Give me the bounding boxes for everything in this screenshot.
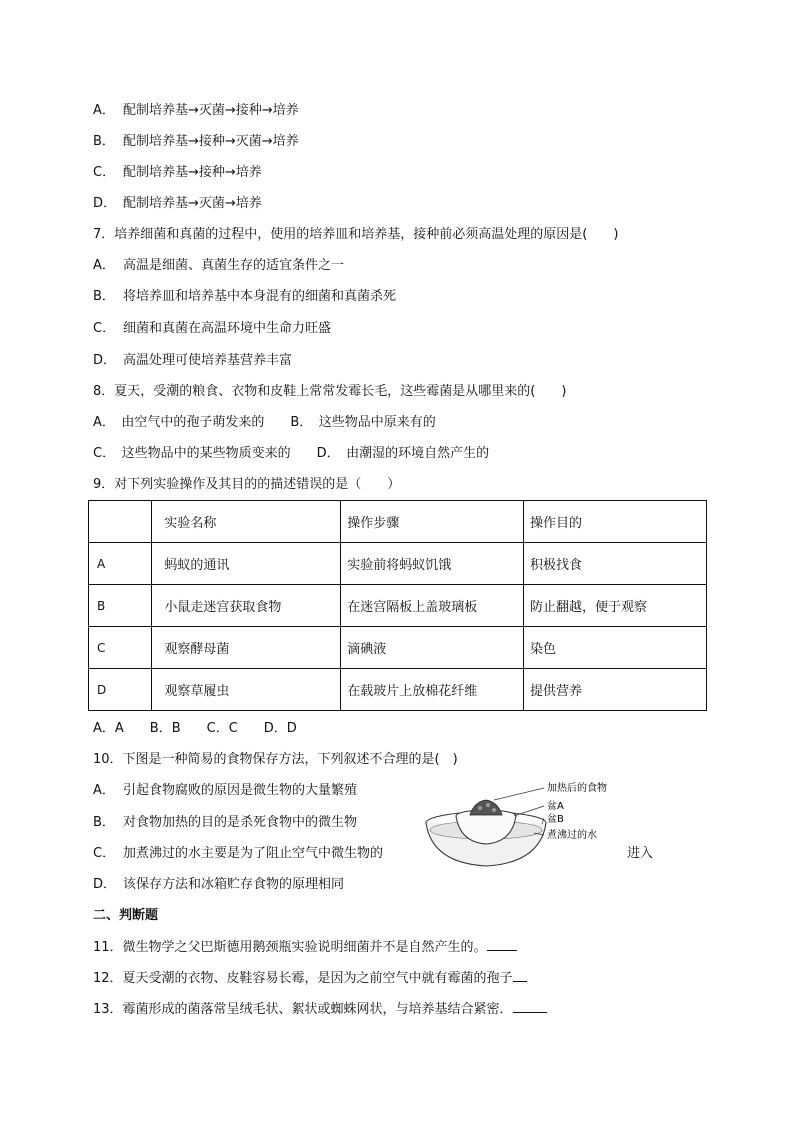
option-label: A．	[93, 258, 115, 273]
table-row	[89, 543, 707, 585]
option-text: 配制培养基→接种→培养	[123, 165, 262, 180]
label-heated-food: 加热后的食物	[547, 783, 607, 794]
option-label: B．	[93, 134, 115, 149]
table-header-cell	[89, 501, 152, 543]
q9-table	[88, 500, 707, 711]
option-text: 引起食物腐败的原因是微生物的大量繁殖	[123, 783, 358, 798]
option-text: 配制培养基→灭菌→接种→培养	[123, 103, 299, 118]
option-label: C．	[93, 846, 116, 861]
table-cell: D	[89, 669, 152, 711]
statement-text: 13．霉菌形成的菌落常呈绒毛状、絮状或蜘蛛网状，与培养基结合紧密．	[93, 1002, 513, 1017]
heated-food	[470, 800, 502, 815]
option-text: 将培养皿和培养基中本身混有的细菌和真菌杀死	[123, 289, 397, 304]
option-label: D．	[93, 353, 117, 368]
table-cell: 滴碘液	[341, 627, 524, 669]
q8-options-line2: C． 这些物品中的某些物质变来的 D． 由潮湿的环境自然产生的	[93, 446, 490, 461]
q9-stem: 9．对下列实验操作及其目的的描述错误的是（ ）	[93, 477, 401, 492]
option-text: 加煮沸过的水主要是为了阻止空气中微生物的	[123, 846, 384, 861]
q8-options-line1: A． 由空气中的孢子萌发来的 B． 这些物品中原来有的	[93, 415, 436, 430]
q7-option-a	[93, 257, 344, 275]
answer-blank[interactable]	[513, 1000, 547, 1013]
table-cell: 小鼠走迷宫获取食物	[152, 585, 341, 627]
table-cell: 蚂蚁的通讯	[152, 543, 341, 585]
food-preservation-figure	[424, 778, 624, 878]
option-text: 该保存方法和冰箱贮存食物的原理相同	[123, 877, 345, 892]
q10-stem: 10．下图是一种简易的食物保存方法，下列叙述不合理的是( )	[93, 752, 458, 767]
table-cell: 在迷宫隔板上盖玻璃板	[341, 585, 524, 627]
table-header-cell: 操作目的	[523, 501, 706, 543]
q9-answer-options: A．A B．B C．C D．D	[93, 721, 297, 736]
q10-option-a	[93, 782, 357, 800]
table-row	[89, 669, 707, 711]
q6-option-c	[93, 164, 262, 182]
table-cell: 观察草履虫	[152, 669, 341, 711]
option-label: B．	[93, 289, 115, 304]
option-text: 配制培养基→接种→灭菌→培养	[123, 134, 299, 149]
statement-text: 12．夏天受潮的衣物、皮鞋容易长霉，是因为之前空气中就有霉菌的孢子	[93, 971, 513, 986]
label-boiled-water: 煮沸过的水	[547, 830, 597, 841]
q10-option-c-tail: 进入	[627, 846, 654, 861]
option-label: D．	[93, 196, 117, 211]
option-text: 对食物加热的目的是杀死食物中的微生物	[123, 815, 358, 830]
q7-option-d	[93, 352, 292, 370]
option-label: C．	[93, 165, 116, 180]
table-cell: 提供营养	[523, 669, 706, 711]
label-basin-b: 盆B	[547, 814, 564, 825]
option-label: B．	[93, 815, 115, 830]
option-text: 细菌和真菌在高温环境中生命力旺盛	[123, 321, 332, 336]
answer-blank[interactable]	[513, 969, 527, 982]
q7-option-c	[93, 320, 331, 338]
table-cell: A	[89, 543, 152, 585]
option-text: 高温是细菌、真菌生存的适宜条件之一	[123, 258, 345, 273]
section-title: 二、判断题	[93, 908, 159, 923]
table-row	[89, 585, 707, 627]
table-cell: 实验前将蚂蚁饥饿	[341, 543, 524, 585]
q7-stem: 7．培养细菌和真菌的过程中，使用的培养皿和培养基，接种前必须高温处理的原因是( )	[93, 227, 619, 242]
q10-option-b	[93, 814, 357, 832]
statement-text: 11．微生物学之父巴斯德用鹅颈瓶实验说明细菌并不是自然产生的。	[93, 940, 487, 955]
q10-option-c	[93, 845, 383, 863]
table-cell: B	[89, 585, 152, 627]
q11-statement	[93, 938, 517, 957]
table-cell: 积极找食	[523, 543, 706, 585]
q12-statement	[93, 969, 527, 988]
option-text: 配制培养基→灭菌→培养	[123, 196, 262, 211]
table-header-row	[89, 501, 707, 543]
q6-option-b	[93, 133, 299, 151]
q6-option-a	[93, 102, 299, 120]
option-text: 高温处理可使培养基营养丰富	[123, 353, 293, 368]
option-label: A．	[93, 783, 115, 798]
table-cell: 观察酵母菌	[152, 627, 341, 669]
q8-stem: 8．夏天，受潮的粮食、衣物和皮鞋上常常发霉长毛，这些霉菌是从哪里来的( )	[93, 384, 567, 399]
q7-option-b	[93, 288, 396, 306]
label-basin-a: 盆A	[547, 801, 564, 812]
table-cell: 染色	[523, 627, 706, 669]
q13-statement	[93, 1000, 547, 1019]
table-cell: 在载玻片上放棉花纤维	[341, 669, 524, 711]
table-cell: 防止翻越，便于观察	[523, 585, 706, 627]
table-header-cell: 操作步骤	[341, 501, 524, 543]
option-label: C．	[93, 321, 116, 336]
option-label: D．	[93, 877, 117, 892]
option-label: A．	[93, 103, 115, 118]
q10-option-d	[93, 876, 344, 894]
table-cell: C	[89, 627, 152, 669]
table-header-cell: 实验名称	[152, 501, 341, 543]
answer-blank[interactable]	[487, 938, 517, 951]
table-row	[89, 627, 707, 669]
q6-option-d	[93, 195, 262, 213]
